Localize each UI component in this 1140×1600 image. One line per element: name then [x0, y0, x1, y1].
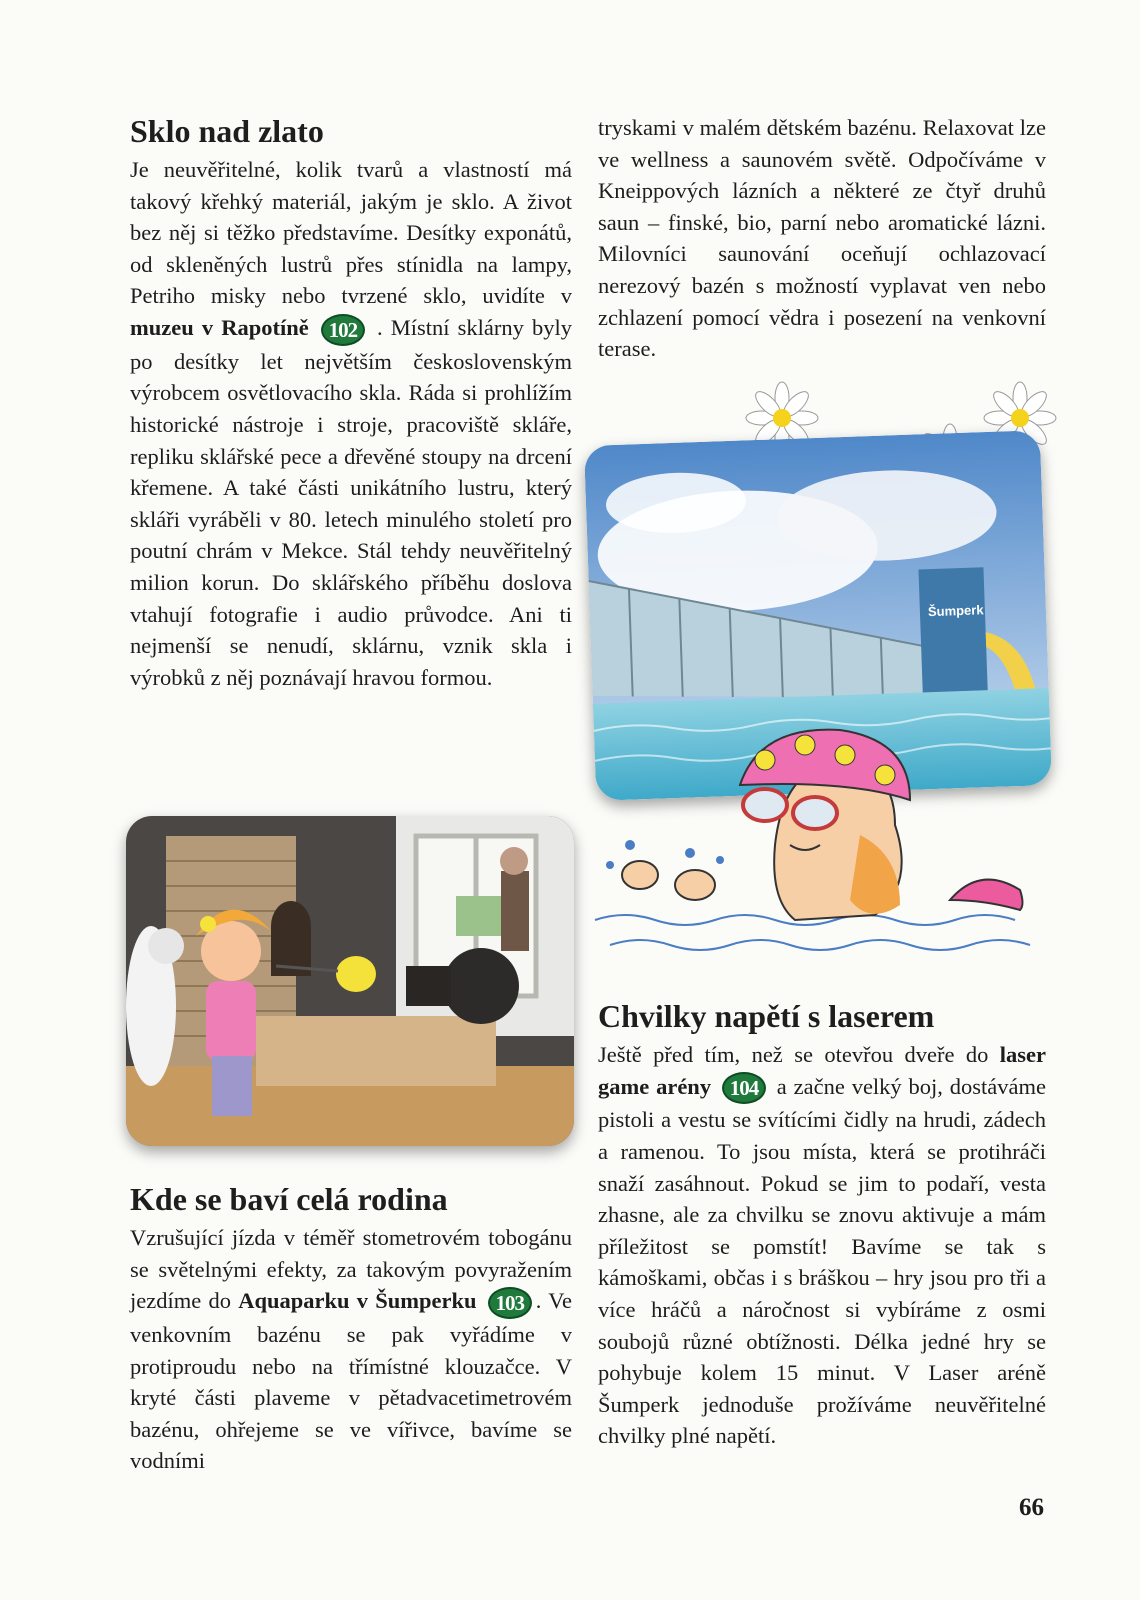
section-text-glass: Je neuvěřitelné, kolik tvarů a vlastností má takový křehký materiál, jakým je sklo. A život bez něj si těžko představíme. Desítky exponátů, od skleněných lustrů přes stínidla na lampy, Petriho misky nebo tvrzené sklo, uvidíte v muzeu v Rapotíně 102 . Místní sklárny byly po desítky let největším československým výrobcem osvětlovacího skla. Ráda si prohlížím historické nástroje i stroje, pracoviště skláře, repliku sklářské pece a dřevěné stoupy na drcení křemene. A také části unikátního lustru, který skláři vyráběli v 80. letech minulého století pro poutní chrám v Mekce. Stál tehdy neuvěřitelný milion korun. Do sklářského příběhu doslova vtahují fotografie i audio průvodce. Ani ti nejmenší se nenudí, sklárnu, vznik skla i výrobků z něj poznávají hravou formou.: [130, 157, 572, 690]
right-column: [598, 112, 1046, 365]
family-section: [130, 1180, 572, 1477]
museum-name: muzeu v Rapotíně: [130, 314, 309, 340]
left-column: [130, 112, 572, 693]
swimmer-cartoon: [590, 705, 1050, 970]
glass-museum-photo: [126, 816, 574, 1146]
section-title-glass: Sklo nad zlato: [130, 113, 324, 149]
section-title-family: Kde se baví celá rodina: [130, 1181, 448, 1217]
section-text-family: Vzrušující jízda v téměř stometrovém tobogánu se světelnými efekty, za takovým povyražením jezdíme do Aquaparku v Šumperku 103 . Ve venkovním bazénu se pak vyřádíme v protiproudu nebo na třímístné klouzačce. V kryté části plaveme v pětadvacetimetrovém bazénu, ohřejeme se ve vířivce, bavíme se vodními: [130, 1225, 572, 1474]
location-badge-103: 103: [488, 1287, 532, 1319]
section-title-laser: Chvilky napětí s laserem: [598, 998, 935, 1034]
aquapark-name: Aquaparku v Šumperku: [238, 1288, 477, 1314]
glass-museum-illustration: [126, 816, 574, 1146]
laser-section: [598, 997, 1046, 1452]
laser-arena-name: laser game arény: [598, 1042, 1046, 1099]
section-text-laser: Ještě před tím, než se otevřou dveře do laser game arény 104 a začne velký boj, dostáváme pistoli a vestu se svítícími čidly na hrudi, zádech a ramenou. To jsou místa, která se protihráči snaží zasáhnout. Pokud se jim to podaří, vesta zhasne, ale za chvilku se znovu aktivuje a mám příležitost se pomstít! Bavíme se tak s kámoškami, občas i s bráškou – hry jsou pro tři a více hráčů a náročnost si vybíráme z osmi soubojů různé obtížnosti. Délka jedné hry se pohybuje kolem 15 minut. V Laser aréně Šumperk jednoduše prožíváme neuvěřitelné chvilky plné napětí.: [598, 1042, 1046, 1449]
aquapark-building-sign: Šumperk: [927, 602, 984, 620]
location-badge-102: 102: [321, 314, 365, 346]
location-badge-104: 104: [722, 1072, 766, 1104]
page-number: 66: [1019, 1494, 1044, 1521]
section-text-family-continued: tryskami v malém dětském bazénu. Relaxovat lze ve wellness a saunovém světě. Odpočíváme v Kneippových lázních a některé ze čtyř druhů saun – finské, bio, parní nebo aromatické lázni. Milovníci saunování oceňují ochlazovací nerezový bazén s možností vyplavat ven nebo zchlazení pomocí vědra i posezení na venkovní terase.: [598, 115, 1046, 362]
